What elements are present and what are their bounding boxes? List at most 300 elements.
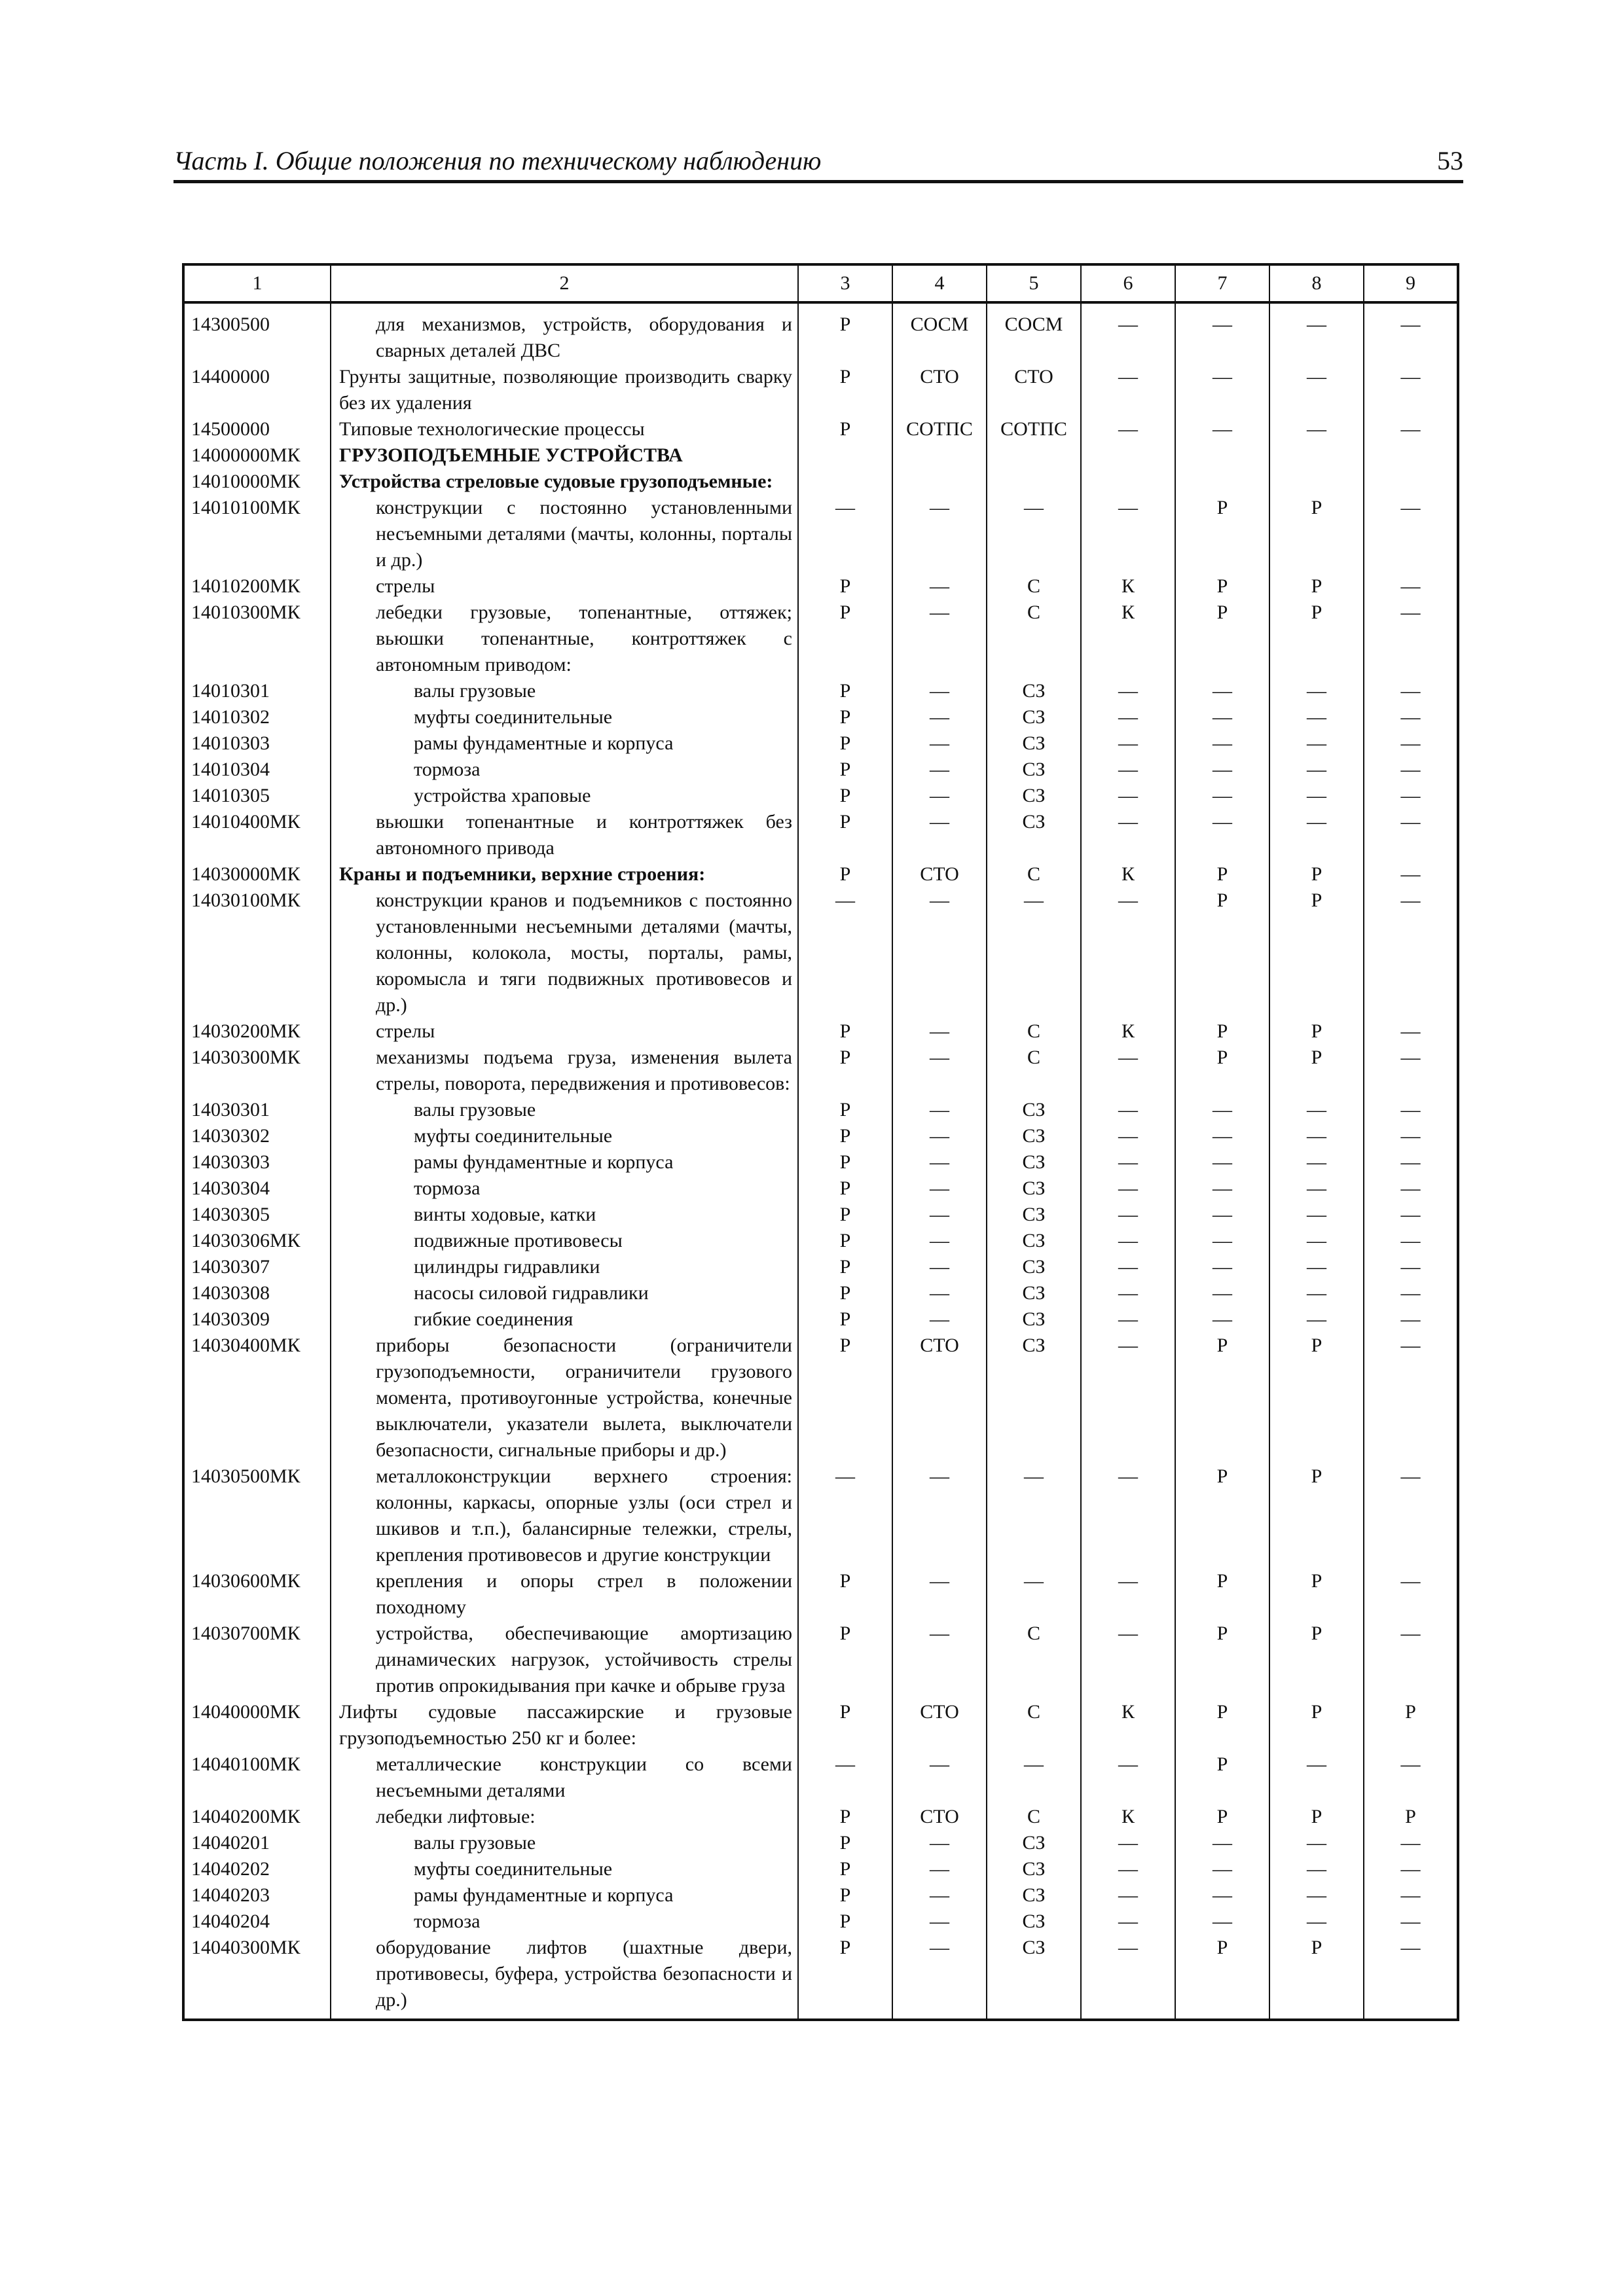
row-name: тормоза (331, 1909, 798, 1935)
table-row (183, 1202, 1458, 1228)
row-code: 14030306МК (183, 1228, 331, 1254)
row-value-col9: — (1364, 678, 1458, 704)
table-row (183, 1751, 1458, 1804)
table-row (183, 302, 1458, 364)
row-code: 14030305 (183, 1202, 331, 1228)
row-value-col4: — (892, 1621, 987, 1699)
row-name: оборудование лифтов (шахтные двери, противовесы, буфера, устройства безопасности и др.) (331, 1935, 798, 2020)
row-value-col5: — (987, 1751, 1081, 1804)
row-value-col6: — (1081, 495, 1175, 573)
row-value-col7: Р (1175, 1463, 1269, 1568)
row-name: насосы силовой гидравлики (331, 1280, 798, 1306)
row-code: 14400000 (183, 364, 331, 416)
table-row (183, 1228, 1458, 1254)
table-row (183, 1830, 1458, 1856)
row-code: 14040201 (183, 1830, 331, 1856)
row-value-col8: — (1269, 1830, 1364, 1856)
row-value-col5: СЗ (987, 809, 1081, 861)
row-value-col5: С (987, 1621, 1081, 1699)
row-value-col3: Р (798, 364, 892, 416)
row-code: 14040200МК (183, 1804, 331, 1830)
row-name: тормоза (331, 757, 798, 783)
row-code: 14030200МК (183, 1018, 331, 1045)
row-code: 14010305 (183, 783, 331, 809)
row-value-col4: СТО (892, 1804, 987, 1830)
row-value-col5: СЗ (987, 1830, 1081, 1856)
row-value-col7: Р (1175, 600, 1269, 678)
row-value-col3: Р (798, 1280, 892, 1306)
row-value-col9: — (1364, 600, 1458, 678)
header-title: Часть I. Общие положения по техническому наблюдению (173, 146, 822, 175)
row-value-col3: Р (798, 1935, 892, 2020)
row-value-col8: — (1269, 302, 1364, 364)
row-value-col3: Р (798, 730, 892, 757)
row-value-col7: Р (1175, 573, 1269, 600)
column-header: 5 (987, 264, 1081, 302)
row-value-col3 (798, 442, 892, 469)
row-code: 14030700МК (183, 1621, 331, 1699)
row-value-col3: Р (798, 809, 892, 861)
row-code: 14030303 (183, 1149, 331, 1175)
row-code: 14040203 (183, 1882, 331, 1909)
row-value-col4: — (892, 1175, 987, 1202)
row-value-col4: — (892, 1018, 987, 1045)
row-name: лебедки грузовые, топенантные, оттяжек; вьюшки топенантные, контроттяжек с автономным приводом: (331, 600, 798, 678)
row-value-col7: Р (1175, 861, 1269, 888)
row-value-col8: — (1269, 809, 1364, 861)
row-value-col3: Р (798, 1882, 892, 1909)
table-body (183, 302, 1458, 2020)
row-value-col5: СЗ (987, 1935, 1081, 2020)
row-value-col7: — (1175, 302, 1269, 364)
row-value-col4: — (892, 1202, 987, 1228)
row-code: 14030308 (183, 1280, 331, 1306)
table-row (183, 1175, 1458, 1202)
row-value-col3: Р (798, 1333, 892, 1463)
row-value-col3: Р (798, 1306, 892, 1333)
row-value-col9: — (1364, 1909, 1458, 1935)
row-code: 14030600МК (183, 1568, 331, 1621)
row-value-col9: — (1364, 1202, 1458, 1228)
row-value-col6: — (1081, 364, 1175, 416)
row-value-col5 (987, 469, 1081, 495)
row-value-col5: СЗ (987, 783, 1081, 809)
row-value-col3 (798, 469, 892, 495)
row-value-col5: СЗ (987, 678, 1081, 704)
row-value-col3: Р (798, 302, 892, 364)
row-value-col8: — (1269, 1202, 1364, 1228)
row-name: конструкции кранов и подъемников с постоянно установленными несъемными деталями (мачты, колонны, колокола, мосты, порталы, рамы, коромысла и тяги подвижных противовесов и др.) (331, 888, 798, 1018)
table-row (183, 1149, 1458, 1175)
row-name: Грунты защитные, позволяющие производить сварку без их удаления (331, 364, 798, 416)
row-value-col6: — (1081, 678, 1175, 704)
table-header-row (183, 264, 1458, 302)
row-value-col8: — (1269, 730, 1364, 757)
row-name: подвижные противовесы (331, 1228, 798, 1254)
row-value-col4: — (892, 495, 987, 573)
row-value-col8: Р (1269, 1935, 1364, 2020)
table-row (183, 1045, 1458, 1097)
row-value-col5: — (987, 1463, 1081, 1568)
row-value-col5: СЗ (987, 704, 1081, 730)
row-value-col6: — (1081, 1882, 1175, 1909)
row-name: Краны и подъемники, верхние строения: (331, 861, 798, 888)
row-value-col3: Р (798, 573, 892, 600)
column-header: 9 (1364, 264, 1458, 302)
row-value-col5: СЗ (987, 1280, 1081, 1306)
row-value-col9: — (1364, 1935, 1458, 2020)
row-value-col6: — (1081, 704, 1175, 730)
row-code: 14010200МК (183, 573, 331, 600)
row-value-col4: — (892, 1463, 987, 1568)
row-code: 14010304 (183, 757, 331, 783)
row-value-col8: — (1269, 1909, 1364, 1935)
row-value-col7: — (1175, 757, 1269, 783)
row-value-col7: Р (1175, 1568, 1269, 1621)
row-value-col6: К (1081, 1018, 1175, 1045)
row-value-col4 (892, 469, 987, 495)
row-value-col6: — (1081, 416, 1175, 442)
row-name: валы грузовые (331, 678, 798, 704)
table-row (183, 1699, 1458, 1751)
table-row (183, 1097, 1458, 1123)
row-name: рамы фундаментные и корпуса (331, 1149, 798, 1175)
row-value-col9: — (1364, 1306, 1458, 1333)
row-value-col3: Р (798, 1097, 892, 1123)
row-value-col3: — (798, 1463, 892, 1568)
table-row (183, 1856, 1458, 1882)
row-value-col7: — (1175, 1202, 1269, 1228)
row-value-col7: — (1175, 1254, 1269, 1280)
row-value-col8: Р (1269, 573, 1364, 600)
row-value-col8 (1269, 442, 1364, 469)
table-row (183, 1280, 1458, 1306)
row-name: тормоза (331, 1175, 798, 1202)
row-value-col4: — (892, 1254, 987, 1280)
row-value-col8: — (1269, 1175, 1364, 1202)
row-value-col3: Р (798, 1228, 892, 1254)
row-value-col6: — (1081, 1280, 1175, 1306)
row-value-col9: — (1364, 730, 1458, 757)
row-value-col5: СЗ (987, 1202, 1081, 1228)
row-value-col9: Р (1364, 1804, 1458, 1830)
table-row (183, 1333, 1458, 1463)
row-value-col8: Р (1269, 1804, 1364, 1830)
row-value-col5 (987, 442, 1081, 469)
row-value-col3: — (798, 888, 892, 1018)
row-value-col3: Р (798, 678, 892, 704)
row-value-col4: — (892, 1830, 987, 1856)
row-value-col7: Р (1175, 1045, 1269, 1097)
row-code: 14010300МК (183, 600, 331, 678)
table-row (183, 678, 1458, 704)
column-header: 6 (1081, 264, 1175, 302)
row-value-col4: СТО (892, 861, 987, 888)
row-value-col6: — (1081, 1751, 1175, 1804)
table-row (183, 364, 1458, 416)
row-name: устройства храповые (331, 783, 798, 809)
row-name: стрелы (331, 573, 798, 600)
row-value-col7: — (1175, 1909, 1269, 1935)
row-name: валы грузовые (331, 1097, 798, 1123)
row-value-col3: Р (798, 757, 892, 783)
row-value-col9: — (1364, 573, 1458, 600)
row-value-col4: — (892, 1123, 987, 1149)
row-value-col9: — (1364, 809, 1458, 861)
row-value-col7: Р (1175, 495, 1269, 573)
row-value-col6: — (1081, 1097, 1175, 1123)
row-value-col9: — (1364, 1280, 1458, 1306)
table-row (183, 809, 1458, 861)
row-value-col6: — (1081, 757, 1175, 783)
table-row (183, 888, 1458, 1018)
row-value-col8: Р (1269, 1045, 1364, 1097)
table-row (183, 1804, 1458, 1830)
row-value-col9: — (1364, 1123, 1458, 1149)
row-value-col5: СЗ (987, 1306, 1081, 1333)
row-value-col4: СОСМ (892, 302, 987, 364)
column-header: 1 (183, 264, 331, 302)
row-value-col9: — (1364, 302, 1458, 364)
row-value-col6: К (1081, 573, 1175, 600)
row-value-col7: — (1175, 1097, 1269, 1123)
row-value-col5: С (987, 861, 1081, 888)
row-value-col9: — (1364, 416, 1458, 442)
row-value-col8: Р (1269, 1568, 1364, 1621)
row-value-col7: — (1175, 1306, 1269, 1333)
row-value-col3: Р (798, 416, 892, 442)
row-value-col3: Р (798, 783, 892, 809)
row-value-col8: Р (1269, 1018, 1364, 1045)
row-value-col5: СЗ (987, 1333, 1081, 1463)
row-value-col9: — (1364, 861, 1458, 888)
row-value-col5: СОТПС (987, 416, 1081, 442)
row-value-col7 (1175, 442, 1269, 469)
row-value-col9: — (1364, 1045, 1458, 1097)
table-row (183, 1018, 1458, 1045)
row-value-col9: — (1364, 1882, 1458, 1909)
row-name: муфты соединительные (331, 704, 798, 730)
row-value-col6: К (1081, 600, 1175, 678)
row-value-col3: Р (798, 1568, 892, 1621)
row-value-col5: СЗ (987, 1228, 1081, 1254)
row-code: 14030500МК (183, 1463, 331, 1568)
row-value-col5: С (987, 1045, 1081, 1097)
row-name: рамы фундаментные и корпуса (331, 1882, 798, 1909)
row-value-col9: — (1364, 495, 1458, 573)
table-row (183, 704, 1458, 730)
row-value-col4: — (892, 1097, 987, 1123)
row-name: стрелы (331, 1018, 798, 1045)
row-value-col4: — (892, 1280, 987, 1306)
row-value-col8: — (1269, 704, 1364, 730)
row-code: 14030100МК (183, 888, 331, 1018)
row-value-col9 (1364, 469, 1458, 495)
row-value-col3: Р (798, 861, 892, 888)
row-value-col7: — (1175, 809, 1269, 861)
row-value-col5: СЗ (987, 1254, 1081, 1280)
row-value-col7: — (1175, 1856, 1269, 1882)
row-value-col7: — (1175, 1830, 1269, 1856)
row-value-col8: Р (1269, 1463, 1364, 1568)
row-code: 14030400МК (183, 1333, 331, 1463)
table-row (183, 1123, 1458, 1149)
row-value-col9: — (1364, 1621, 1458, 1699)
row-value-col4: — (892, 1882, 987, 1909)
row-name: ГРУЗОПОДЪЕМНЫЕ УСТРОЙСТВА (331, 442, 798, 469)
row-value-col5: С (987, 600, 1081, 678)
row-value-col3: Р (798, 1123, 892, 1149)
row-code: 14500000 (183, 416, 331, 442)
row-value-col6: — (1081, 1830, 1175, 1856)
table-row (183, 1568, 1458, 1621)
row-name: вьюшки топенантные и контроттяжек без автономного привода (331, 809, 798, 861)
column-header: 8 (1269, 264, 1364, 302)
row-value-col7: Р (1175, 1621, 1269, 1699)
row-value-col4: — (892, 573, 987, 600)
row-value-col8: Р (1269, 495, 1364, 573)
row-code: 14030304 (183, 1175, 331, 1202)
row-value-col5: — (987, 1568, 1081, 1621)
row-value-col9: — (1364, 1830, 1458, 1856)
row-code: 14010100МК (183, 495, 331, 573)
row-value-col9: — (1364, 704, 1458, 730)
row-value-col4: СОТПС (892, 416, 987, 442)
row-value-col3: Р (798, 1856, 892, 1882)
row-value-col9 (1364, 442, 1458, 469)
row-value-col7: — (1175, 1228, 1269, 1254)
row-value-col7: — (1175, 416, 1269, 442)
row-name: конструкции с постоянно установленными несъемными деталями (мачты, колонны, порталы и др.) (331, 495, 798, 573)
row-value-col4: — (892, 600, 987, 678)
row-code: 14010000МК (183, 469, 331, 495)
row-code: 14040100МК (183, 1751, 331, 1804)
row-value-col4: — (892, 678, 987, 704)
table-row (183, 600, 1458, 678)
column-header: 7 (1175, 264, 1269, 302)
row-value-col9: — (1364, 364, 1458, 416)
row-value-col6: — (1081, 1463, 1175, 1568)
row-value-col7 (1175, 469, 1269, 495)
row-code: 14030307 (183, 1254, 331, 1280)
table-row (183, 783, 1458, 809)
row-name: приборы безопасности (ограничители грузоподъемности, ограничители грузового момента, противоугонные устройства, конечные выключатели, указатели вылета, выключатели безопасности, сигнальные приборы и др.) (331, 1333, 798, 1463)
row-value-col7: Р (1175, 1751, 1269, 1804)
row-value-col3: Р (798, 1699, 892, 1751)
row-value-col3: — (798, 1751, 892, 1804)
row-value-col4: СТО (892, 364, 987, 416)
row-value-col4: — (892, 1568, 987, 1621)
row-value-col9: — (1364, 1751, 1458, 1804)
row-value-col7: Р (1175, 1935, 1269, 2020)
row-value-col8: Р (1269, 861, 1364, 888)
row-value-col3: Р (798, 1909, 892, 1935)
row-value-col8: — (1269, 1882, 1364, 1909)
row-name: винты ходовые, катки (331, 1202, 798, 1228)
row-value-col7: — (1175, 1123, 1269, 1149)
row-name: муфты соединительные (331, 1123, 798, 1149)
row-value-col3: Р (798, 1804, 892, 1830)
row-value-col5: — (987, 888, 1081, 1018)
row-value-col4: — (892, 1856, 987, 1882)
row-value-col9: — (1364, 1463, 1458, 1568)
row-name: крепления и опоры стрел в положении походному (331, 1568, 798, 1621)
table-row (183, 469, 1458, 495)
row-value-col9: — (1364, 1228, 1458, 1254)
row-value-col8: — (1269, 1856, 1364, 1882)
row-name: Типовые технологические процессы (331, 416, 798, 442)
row-code: 14030300МК (183, 1045, 331, 1097)
row-code: 14040202 (183, 1856, 331, 1882)
row-value-col9: — (1364, 1018, 1458, 1045)
row-value-col6: — (1081, 888, 1175, 1018)
row-value-col5: СЗ (987, 757, 1081, 783)
row-value-col9: — (1364, 757, 1458, 783)
row-value-col8: — (1269, 678, 1364, 704)
row-value-col6: К (1081, 1699, 1175, 1751)
row-name: Устройства стреловые судовые грузоподъемные: (331, 469, 798, 495)
row-name: для механизмов, устройств, оборудования и сварных деталей ДВС (331, 302, 798, 364)
row-code: 14040000МК (183, 1699, 331, 1751)
row-value-col9: — (1364, 1097, 1458, 1123)
row-value-col7: — (1175, 1882, 1269, 1909)
row-value-col8: — (1269, 783, 1364, 809)
row-value-col7: Р (1175, 1333, 1269, 1463)
row-value-col6: — (1081, 730, 1175, 757)
row-value-col4 (892, 442, 987, 469)
row-code: 14010400МК (183, 809, 331, 861)
table-row (183, 1909, 1458, 1935)
row-value-col5: СЗ (987, 730, 1081, 757)
row-value-col4: — (892, 1045, 987, 1097)
row-value-col5: СЗ (987, 1097, 1081, 1123)
row-name: валы грузовые (331, 1830, 798, 1856)
row-code: 14030302 (183, 1123, 331, 1149)
row-value-col4: — (892, 757, 987, 783)
row-value-col8: — (1269, 1123, 1364, 1149)
row-value-col3: Р (798, 1621, 892, 1699)
table-row (183, 1463, 1458, 1568)
row-value-col5: — (987, 495, 1081, 573)
row-value-col6: — (1081, 1333, 1175, 1463)
row-value-col4: — (892, 888, 987, 1018)
row-value-col8: — (1269, 416, 1364, 442)
row-value-col6 (1081, 442, 1175, 469)
row-value-col4: — (892, 783, 987, 809)
row-name: металлоконструкции верхнего строения: колонны, каркасы, опорные узлы (оси стрел и шкивов и т.п.), балансирные тележки, стрелы, крепления противовесов и другие конструкции (331, 1463, 798, 1568)
row-value-col4: — (892, 809, 987, 861)
row-value-col4: — (892, 1228, 987, 1254)
row-value-col4: — (892, 704, 987, 730)
row-value-col4: СТО (892, 1333, 987, 1463)
row-code: 14010301 (183, 678, 331, 704)
row-code: 14040204 (183, 1909, 331, 1935)
table-row (183, 1306, 1458, 1333)
row-value-col3: Р (798, 600, 892, 678)
row-value-col6: — (1081, 1306, 1175, 1333)
row-value-col6: — (1081, 1228, 1175, 1254)
row-value-col8: Р (1269, 1333, 1364, 1463)
row-value-col7: Р (1175, 888, 1269, 1018)
table-row (183, 442, 1458, 469)
table-row (183, 1254, 1458, 1280)
row-code: 14040300МК (183, 1935, 331, 2020)
row-value-col3: Р (798, 1018, 892, 1045)
row-value-col8: Р (1269, 1699, 1364, 1751)
row-value-col8: Р (1269, 600, 1364, 678)
row-value-col7: — (1175, 704, 1269, 730)
row-value-col8: — (1269, 1280, 1364, 1306)
